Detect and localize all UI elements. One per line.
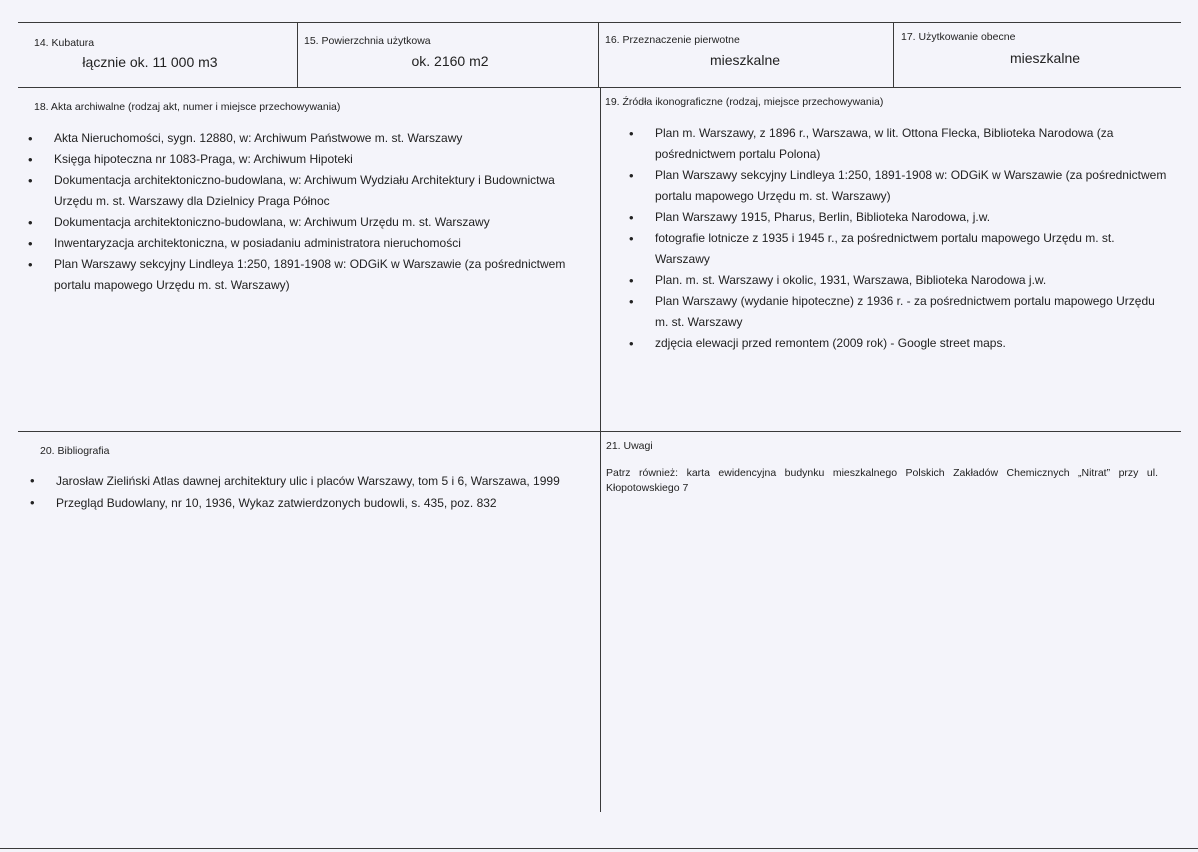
list-item: • Dokumentacja architektoniczno-budowlana, w: Archiwum Urzędu m. st. Warszawy bbox=[28, 212, 593, 233]
list-item: • Plan Warszawy 1915, Pharus, Berlin, Biblioteka Narodowa, j.w. bbox=[629, 207, 1169, 228]
uzytkowanie-label: 17. Użytkowanie obecne bbox=[901, 31, 1016, 43]
uzytkowanie-value: mieszkalne bbox=[1009, 50, 1081, 66]
kubatura-value: łącznie ok. 11 000 m3 bbox=[82, 54, 218, 70]
row1-divider-1 bbox=[297, 22, 298, 88]
list-item: • Plan Warszawy (wydanie hipoteczne) z 1936 r. - za pośrednictwem portalu mapowego Urzędu m. st. Warszawy bbox=[629, 291, 1169, 333]
list-item: • Plan Warszawy sekcyjny Lindleya 1:250, 1891-1908 w: ODGiK w Warszawie (za pośrednictwem portalu mapowego Urzędu m. st. Warszawy) bbox=[28, 254, 593, 296]
row1-divider-2 bbox=[598, 22, 599, 88]
powierzchnia-label: 15. Powierzchnia użytkowa bbox=[304, 35, 431, 47]
zrodla-ikonograficzne-label: 19. Źródła ikonograficzne (rodzaj, miejsce przechowywania) bbox=[605, 96, 884, 108]
zrodla-ikonograficzne-list bbox=[629, 123, 1169, 354]
list-item: • Dokumentacja architektoniczno-budowlana, w: Archiwum Wydziału Architektury i Budownictwa Urzędu m. st. Warszawy dla Dzielnicy Praga Północ bbox=[28, 170, 593, 212]
list-item: • Plan Warszawy sekcyjny Lindleya 1:250, 1891-1908 w: ODGiK w Warszawie (za pośrednictwem portalu mapowego Urzędu m. st. Warszawy) bbox=[629, 165, 1169, 207]
list-item: • Akta Nieruchomości, sygn. 12880, w: Archiwum Państwowe m. st. Warszawy bbox=[28, 128, 593, 149]
top-border bbox=[18, 22, 1181, 23]
uwagi-label: 21. Uwagi bbox=[606, 440, 653, 452]
akta-archiwalne-label: 18. Akta archiwalne (rodzaj akt, numer i miejsce przechowywania) bbox=[34, 101, 341, 113]
list-item: • zdjęcia elewacji przed remontem (2009 rok) - Google street maps. bbox=[629, 333, 1169, 354]
center-divider bbox=[600, 87, 601, 812]
list-item: • Księga hipoteczna nr 1083-Praga, w: Archiwum Hipoteki bbox=[28, 149, 593, 170]
list-item: • Przegląd Budowlany, nr 10, 1936, Wykaz zatwierdzonych budowli, s. 435, poz. 832 bbox=[30, 492, 580, 514]
list-item: • Inwentaryzacja architektoniczna, w posiadaniu administratora nieruchomości bbox=[28, 233, 593, 254]
bottom-border bbox=[0, 848, 1198, 849]
bibliografia-list bbox=[30, 470, 580, 514]
bibliografia-label: 20. Bibliografia bbox=[40, 445, 110, 457]
list-item: • Plan m. Warszawy, z 1896 r., Warszawa, w lit. Ottona Flecka, Biblioteka Narodowa (za pośrednictwem portalu Polona) bbox=[629, 123, 1169, 165]
akta-archiwalne-list bbox=[28, 128, 593, 296]
list-item: • Plan. m. st. Warszawy i okolic, 1931, Warszawa, Biblioteka Narodowa j.w. bbox=[629, 270, 1169, 291]
list-item: • Jarosław Zieliński Atlas dawnej architektury ulic i placów Warszawy, tom 5 i 6, Warszawa, 1999 bbox=[30, 470, 580, 492]
list-item: • fotografie lotnicze z 1935 i 1945 r., za pośrednictwem portalu mapowego Urzędu m. st. Warszawy bbox=[629, 228, 1169, 270]
przeznaczenie-label: 16. Przeznaczenie pierwotne bbox=[605, 34, 740, 46]
kubatura-label: 14. Kubatura bbox=[34, 37, 95, 49]
row1-divider-3 bbox=[893, 22, 894, 88]
przeznaczenie-value: mieszkalne bbox=[709, 52, 781, 68]
uwagi-text: Patrz również: karta ewidencyjna budynku mieszkalnego Polskich Zakładów Chemicznych „Nitrat” przy ul. Kłopotowskiego 7 bbox=[606, 467, 1158, 494]
powierzchnia-value: ok. 2160 m2 bbox=[411, 53, 489, 69]
